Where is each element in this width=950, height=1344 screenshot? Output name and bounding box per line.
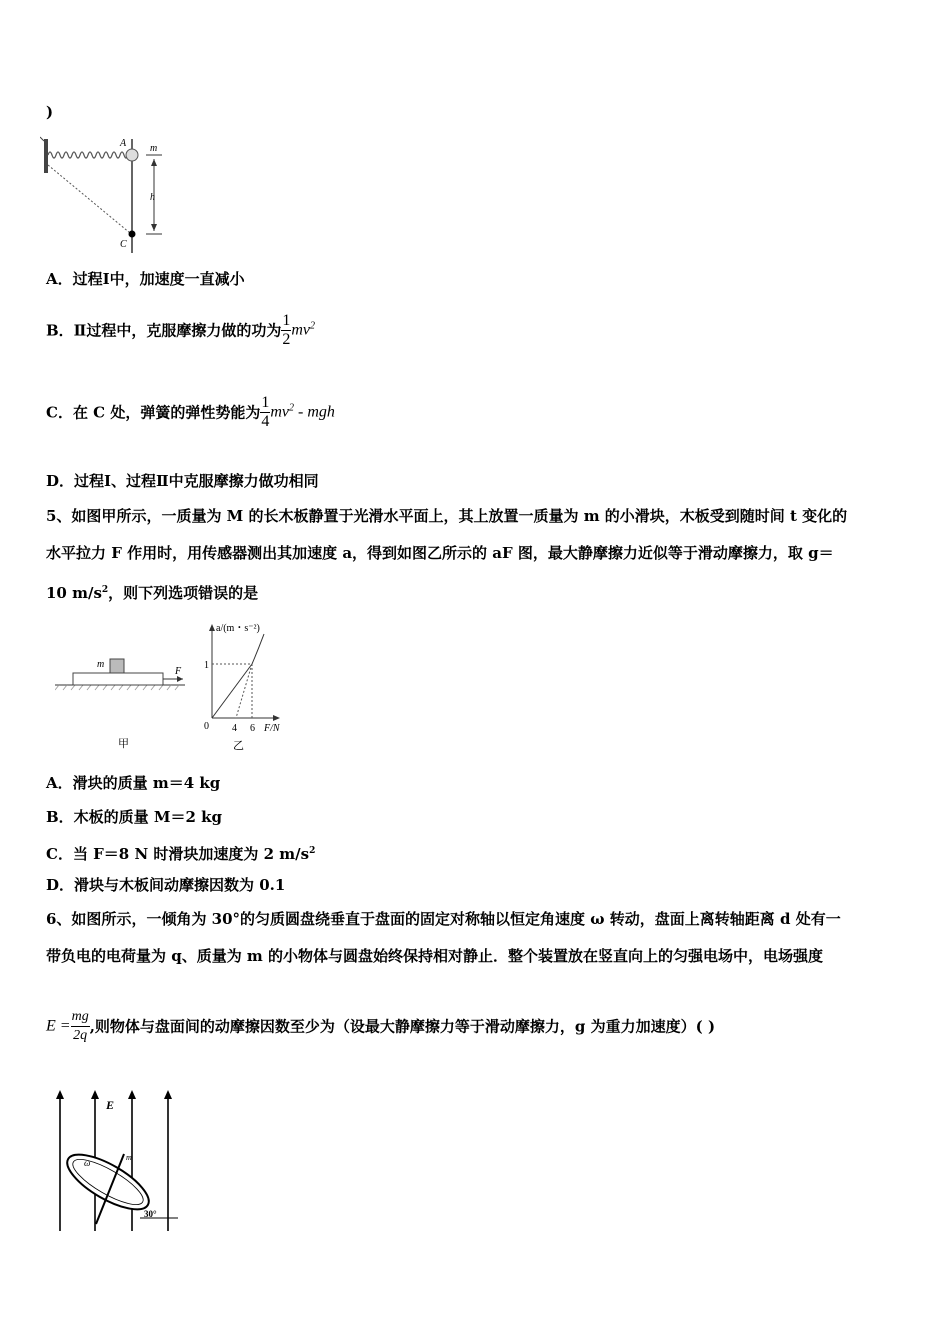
q5-option-c: C．当 F＝8 N 时滑块加速度为 2 $m/s^2$ <box>46 845 316 863</box>
label-m: m <box>97 659 105 670</box>
label-f: F <box>175 666 182 677</box>
q4-option-c: C．在 C 处，弹簧的弹性势能为 $\frac{1}{4}$ $mv^2$ - mgh <box>46 394 335 430</box>
caption-yi: 乙 <box>233 740 244 752</box>
x-axis-label: F/N <box>264 723 280 734</box>
fraction: $\frac{1}{4}$ <box>261 394 270 430</box>
q4-option-a: A．过程Ⅰ中，加速度一直减小 <box>46 270 245 288</box>
dashed-f4 <box>236 664 252 718</box>
q6-stem-line3: E = $\frac{mg}{2q}$ ,则物体与盘面间的动摩擦因数至少为（设最大静摩擦力等于滑动摩擦力，g 为重力加速度）( ) <box>46 1009 716 1043</box>
q6-figure <box>50 1086 185 1234</box>
q4-option-b: B．Ⅱ过程中，克服摩擦力做的功为 $\frac{1}{2}$ $mv^2$ <box>46 312 315 348</box>
label-e: E <box>106 1098 115 1112</box>
q5-figure-yi <box>200 618 300 754</box>
long-board <box>73 673 163 685</box>
ring-a <box>126 149 138 161</box>
spring <box>48 152 136 158</box>
q5-stem-line1: 5、如图甲所示，一质量为 M 的长木板静置于光滑水平面上，其上放置一质量为 m 的小滑块，木板受到随时间 t 变化的 <box>46 507 848 525</box>
label-c: C <box>120 239 127 250</box>
fraction: $\frac{1}{2}$ <box>282 312 291 348</box>
graph-segment-2 <box>252 634 264 664</box>
tick-x4: 4 <box>232 723 237 734</box>
q6-stem-line2: 带负电的电荷量为 q、质量为 m 的小物体与圆盘始终保持相对静止．整个装置放在竖直向上的匀强电场中，电场强度 <box>46 947 824 965</box>
label-omega: ω <box>84 1158 91 1168</box>
q4-tail-paren: ) <box>46 103 54 121</box>
q6-stem-line1: 6、如图所示，一倾角为 30°的匀质圆盘绕垂直于盘面的固定对称轴以恒定角速度 ω 转动，盘面上离转轴距离 d 处有一 <box>46 910 841 928</box>
q4-figure <box>40 135 170 255</box>
graph-segment-1 <box>212 664 252 718</box>
label-m: m <box>126 1153 132 1162</box>
q5-option-a: A．滑块的质量 m＝4 kg <box>46 774 221 792</box>
wall <box>44 139 48 173</box>
caption-jia: 甲 <box>118 738 129 750</box>
equation-fraction: $\frac{mg}{2q}$ <box>71 1009 89 1043</box>
disk <box>60 1144 157 1219</box>
point-c <box>129 231 136 238</box>
q5-option-b: B．木板的质量 M＝2 kg <box>46 808 223 826</box>
q5-stem-line3: 10 $m/s^2$，则下列选项错误的是 <box>46 584 259 602</box>
origin-label: 0 <box>204 721 209 732</box>
label-a: A <box>120 138 127 149</box>
q5-stem-line2: 水平拉力 F 作用时，用传感器测出其加速度 a，得到如图乙所示的 aF 图，最大静摩擦力近似等于滑动摩擦力，取 g＝ <box>46 544 834 562</box>
label-m: m <box>150 143 158 154</box>
tick-x6: 6 <box>250 723 255 734</box>
tick-y1: 1 <box>204 660 209 671</box>
q5-option-d: D．滑块与木板间动摩擦因数为 0.1 <box>46 876 286 894</box>
equation-lhs: E = <box>46 1017 71 1035</box>
y-axis-label: a/(m・s⁻²) <box>216 623 260 634</box>
label-h: h <box>150 192 155 203</box>
dashed-spring-line <box>48 165 130 233</box>
q4-option-d: D．过程Ⅰ、过程Ⅱ中克服摩擦力做功相同 <box>46 472 319 490</box>
slider-block <box>110 659 124 673</box>
label-angle: 30° <box>144 1209 157 1219</box>
q5-figure-jia <box>55 650 195 750</box>
